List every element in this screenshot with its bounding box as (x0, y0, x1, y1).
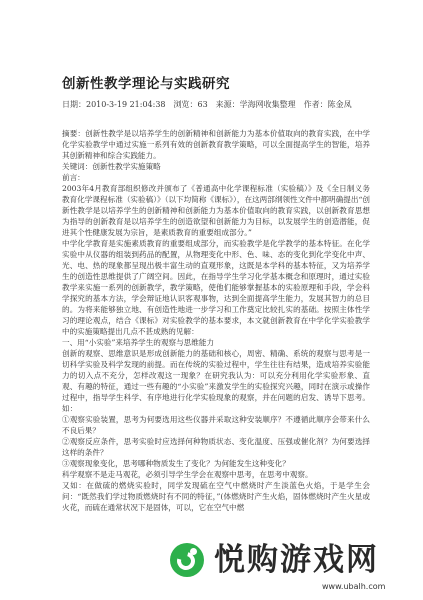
paragraph: 又如：在做硫的燃烧实验时，同学发现硫在空气中燃烧时产生淡蓝色火焰，于是学生会问：“既然我们学过物质燃烧时有不同的特征，”(体燃烧时产生火焰，固体燃烧时产生火星或火花，而硫在通常状况下是固体，可以，它在空气中燃 (62, 481, 370, 512)
watermark-logo-icon (170, 543, 204, 577)
article-meta: 日期：2010-3-19 21:04:38 浏览：63 来源：学海网收集整理 作者：陈金凤 (62, 100, 352, 109)
list-item: ①观察实验装置，思考为何要选用这些仪器并采取这种安装顺序？不遵循此顺序会带来什么不良后果？ (62, 415, 370, 435)
watermark-brand: 悦购游戏网 (214, 542, 379, 578)
list-item: ③观察现象变化，思考哪种物质发生了变化？为何能发生这种变化？ (62, 459, 290, 468)
section-heading: 一、用“小实验”来培养学生的观察与思维能力 (62, 338, 215, 347)
watermark-url: www.ubalh.com (322, 582, 386, 591)
preface-label: 前言： (62, 173, 85, 182)
paragraph: 创新的观察、思维意识是形成创新能力的基础和核心，周密、精确、系统的观察与思考是一切科学实验及科学发现的前提。而在传统的实验过程中，学生往往有结果，造成培养实验能力的切入点不充分，怎样改观这一现象？在研究我认为：可以充分利用化学实验形象、直观、有趣的特征，通过一些有趣的“小实验”来激发学生的实验探究兴趣，同时在演示或操作过程中，指导学生科学、有序地进行化学实验现象的观察，并在问题的启发、诱导下思考。如： (62, 349, 370, 413)
paragraph: 科学观察不是走马观花，必须引导学生学会在观察中思考，在思考中观察。 (62, 470, 313, 479)
abstract: 摘要：创新性教学是以培养学生的创新精神和创新能力为基本价值取向的教育实践，在中学化学实验教学中通过实施一系列有效的创新教育教学策略，可以全面提高学生的智能，培养其创新精神和综合实践能力。 (62, 129, 370, 160)
list-item: ②观察反应条件，思考实验时应选择何种物质状态、变化温度、压强或催化剂？为何要选择这样的条件？ (62, 437, 370, 457)
keywords: 关键词：创新性教学实施策略 (62, 162, 161, 171)
paragraph: 中学化学教育是实施素质教育的重要组成部分，而实验教学是化学教学的基本特征。在化学实验中从仪器的组装到药品的配置，从物理变化中形、色、味、态的变化到化学变化中声、光、电、热的现象都呈现出极丰富生动的直观形象，这既是本学科的基本特征，又为培养学生的创造性思维提供了广阔空间。因此，在指导学生学习化学基本概念和原理时，通过实验教学来实施一系列的创新教学，教学策略，使他们能够掌握基本的实验原理和手段，学会科学探究的基本方法，学会辩证地认识客观事物，达到全面提高学生能力，发展其智力的总目的。为将来能够独立地、有创造性地进一步学习和工作奠定比较扎实的基础。按照主体性学习的理论观点，结合《课标》对实验教学的基本要求，本文就创新教育在中学化学实验教学中的实施策略提出几点不甚成熟的见解： (62, 239, 370, 336)
page-title: 创新性教学理论与实践研究 (62, 76, 230, 92)
paragraph: 2003年4月教育部组织修改并颁布了《普通高中化学课程标准（实验稿）》及《全日制义务教育化学课程标准（实验稿）》（以下均简称《课标》），在这两部纲领性文件中都明确提出“创新性教学是以培养学生的创新精神和创新能力为基本价值取向的教育实践，以创新教育思想为指导的创新教育是以培养学生的创造欲望和创新能力为目标，以发展学生的创造潜能，促进其个性健康发展为宗旨，是素质教育的重要组成部分。” (62, 184, 370, 237)
article-body (62, 128, 370, 513)
